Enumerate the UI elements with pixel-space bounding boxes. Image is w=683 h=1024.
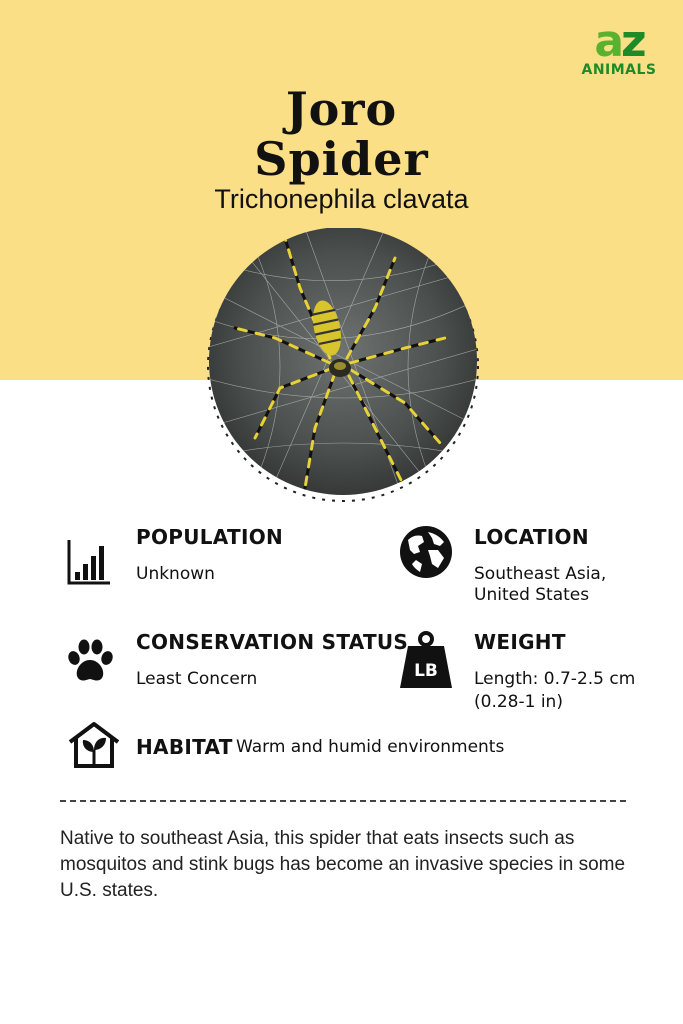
- logo-text: ANIMALS: [581, 62, 657, 78]
- house-leaf-icon: [66, 720, 122, 770]
- location-value-line2: United States: [474, 585, 590, 605]
- page-title-line2: Spider: [254, 132, 429, 186]
- conservation-value: Least Concern: [136, 669, 258, 689]
- habitat-label: HABITAT: [136, 735, 233, 759]
- location-value-line1: Southeast Asia,: [474, 564, 607, 584]
- bar-chart-icon: [66, 538, 112, 586]
- habitat-value: Warm and humid environments: [236, 737, 505, 757]
- description: Native to southeast Asia, this spider that eats insects such as mosquitos and stink bugs has become an invasive species in some U.S. states.: [60, 828, 626, 901]
- section-divider: [60, 800, 626, 802]
- weight-icon-text: LB: [414, 661, 438, 681]
- page-title-line1: Joro: [285, 82, 398, 136]
- location-label: LOCATION: [474, 525, 589, 549]
- weight-icon: [398, 630, 454, 690]
- population-value: Unknown: [136, 564, 215, 584]
- az-animals-logo[interactable]: [577, 16, 661, 86]
- scientific-name: Trichonephila clavata: [214, 184, 469, 214]
- weight-label: WEIGHT: [474, 630, 566, 654]
- population-label: POPULATION: [136, 525, 284, 549]
- paw-icon: [66, 638, 114, 684]
- weight-value-line1: Length: 0.7-2.5 cm: [474, 669, 636, 689]
- conservation-label: CONSERVATION STATUS: [136, 630, 409, 654]
- logo-mark: az: [594, 16, 644, 67]
- weight-value-line2: (0.28-1 in): [474, 692, 563, 712]
- spider-photo: [205, 228, 481, 504]
- globe-icon: [398, 524, 454, 580]
